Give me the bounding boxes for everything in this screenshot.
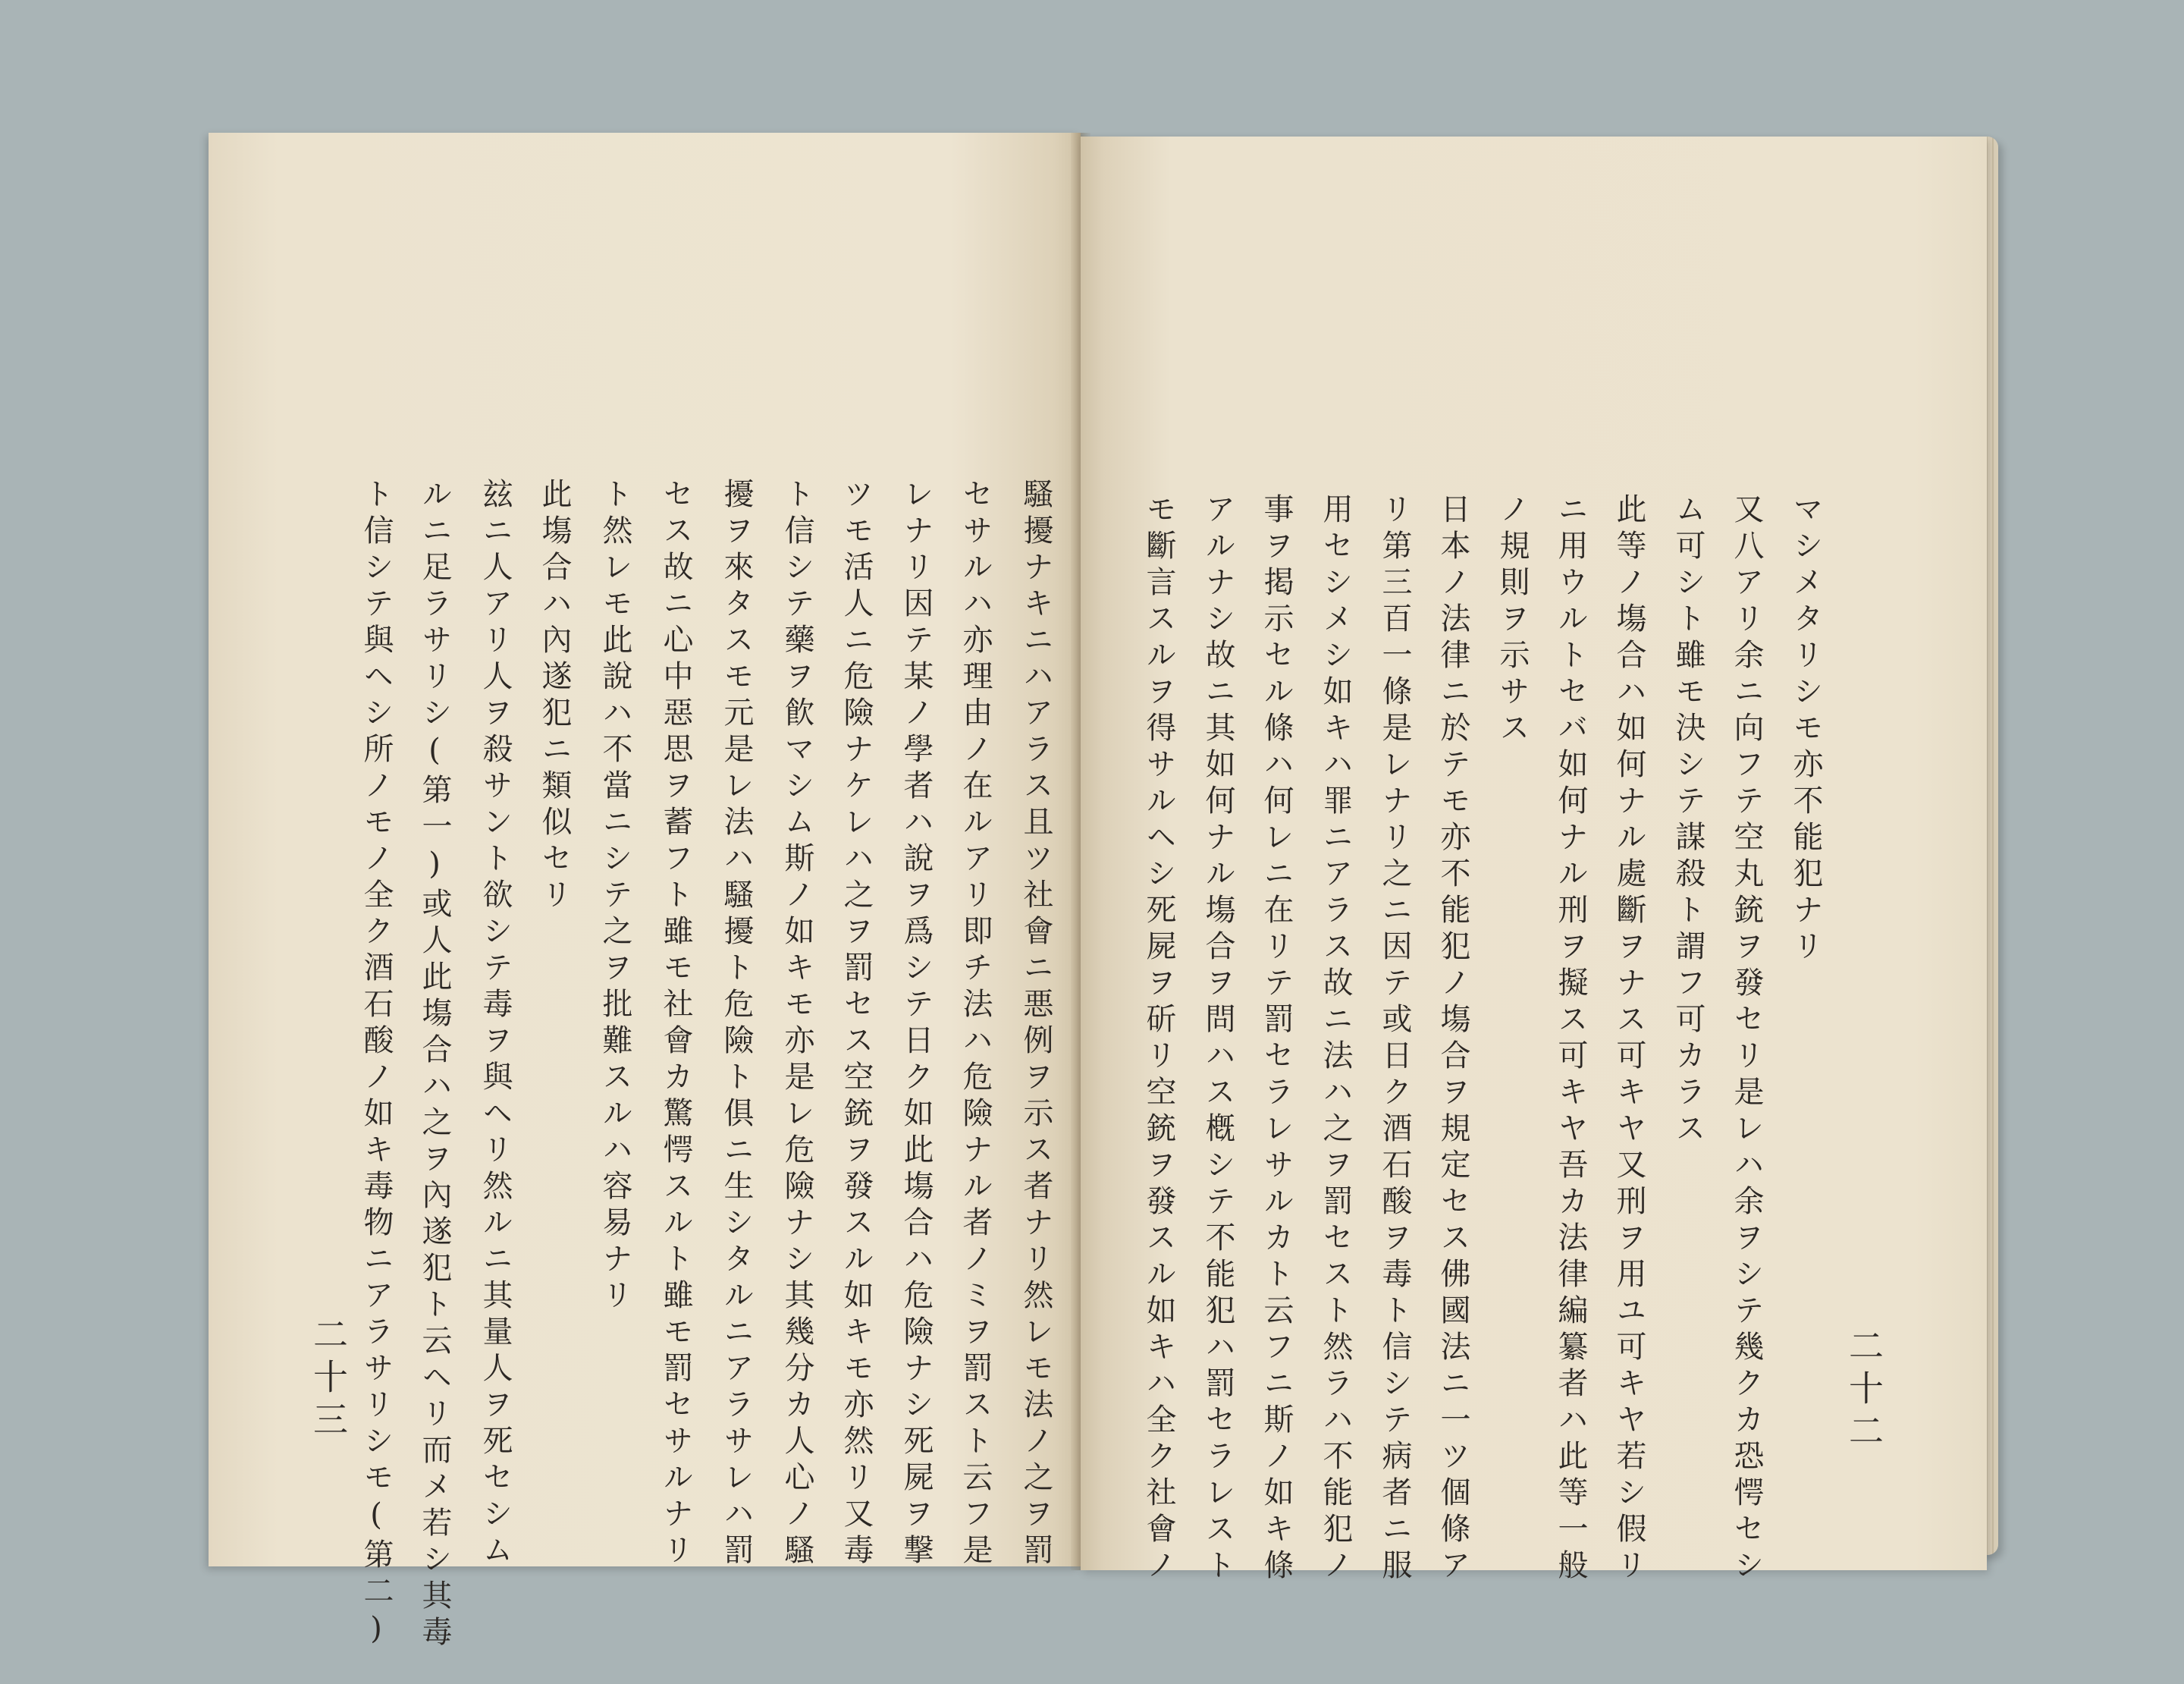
text-line: 擾ヲ來タスモ元是レ法ハ騷擾ト危險ト俱ニ生シタルニアラサレハ罰 [719,478,754,1570]
text-line: セサルハ亦理由ノ在ルアリ即チ法ハ危險ナル者ノミヲ罰スト云フ是 [958,478,993,1570]
text-line: アルナシ故ニ其如何ナル塲合ヲ問ハス槪シテ不能犯ハ罰セラレスト [1200,493,1235,1585]
text-line: 玆ニ人アリ人ヲ殺サント欲シテ毒ヲ與ヘリ然ルニ其量人ヲ死セシム [478,478,513,1570]
text-line: マシメタリシモ亦不能犯ナリ [1788,493,1823,966]
text-line: ツモ活人ニ危險ナケレハ之ヲ罰セス空銃ヲ發スル如キモ亦然リ又毒 [839,478,874,1570]
right-page [1081,137,1987,1585]
text-line: ノ規則ヲ示サス [1495,493,1530,748]
text-line: 騷擾ナキニハアラス且ツ社會ニ悪例ヲ示ス者ナリ然レモ法ノ之ヲ罰 [1018,478,1053,1570]
left-page [209,133,1081,1652]
page-number: 二十二 [1844,1327,1884,1455]
text-line: ト然レモ此說ハ不當ニシテ之ヲ批難スルハ容易ナリ [598,478,632,1315]
text-line: モ斷言スルヲ得サルヘシ死屍ヲ斫リ空銃ヲ發スル如キハ全ク社會ノ [1141,493,1176,1585]
text-line: 此等ノ塲合ハ如何ナル處斷ヲナス可キヤ又刑ヲ用ユ可キヤ若シ假リ [1611,493,1646,1585]
text-line: ト信シテ與ヘシ所ノモノ全ク酒石酸ノ如キ毒物ニアラサリシモ(第二) [359,478,394,1652]
text-line: リ第三百一條是レナリ之ニ因テ或日ク酒石酸ヲ毒ト信シテ病者ニ服 [1377,493,1412,1585]
text-line: 日本ノ法律ニ於テモ亦不能犯ノ塲合ヲ規定セス佛國法ニ一ツ個條ア [1436,493,1470,1585]
text-line: 又八アリ余ニ向フテ空丸銃ヲ發セリ是レハ余ヲシテ幾クカ恐愕セシ [1729,493,1764,1585]
text-line: セス故ニ心中惡思ヲ蓄フト雖モ社會カ驚愕スルト雖モ罰セサルナリ [658,478,693,1570]
text-line: 用セシメシ如キハ罪ニアラス故ニ法ハ之ヲ罰セスト然ラハ不能犯ノ [1318,493,1353,1585]
text-line: ム可シト雖モ決シテ謀殺ト謂フ可カラス [1671,493,1705,1148]
text-line: ニ用ウルトセバ如何ナル刑ヲ擬ス可キヤ吾カ法律編纂者ハ此等一般 [1553,493,1588,1585]
text-line: 事ヲ掲示セル條ハ何レニ在リテ罰セラレサルカト云フニ斯ノ如キ條 [1259,493,1294,1585]
text-line: ト信シテ藥ヲ飮マシム斯ノ如キモ亦是レ危險ナシ其幾分カ人心ノ騷 [780,478,814,1570]
text-line: レナリ因テ某ノ學者ハ說ヲ爲シテ日ク如此塲合ハ危險ナシ死屍ヲ撃 [899,478,934,1570]
text-line: 此塲合ハ內遂犯ニ類似セリ [537,478,572,915]
text-line: ルニ足ラサリシ(第一)或人此塲合ハ之ヲ內遂犯ト云ヘリ而メ若シ其毒 [417,478,452,1652]
page-number: 二十三 [308,1316,349,1444]
